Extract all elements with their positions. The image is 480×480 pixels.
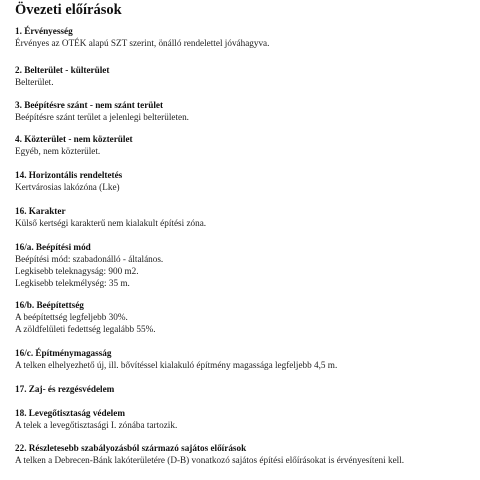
section-text: Kertvárosias lakózóna (Lke) (15, 182, 120, 192)
section-text: A beépítettség legfeljebb 30%. (15, 312, 128, 322)
section-text: A telek a levegőtisztasági I. zónába tartozik. (15, 420, 178, 430)
section-special-provisions (15, 442, 475, 466)
section-heading: 1. Érvényesség (15, 26, 73, 36)
section-text: Egyéb, nem közterület. (15, 146, 101, 156)
section-validity (15, 25, 475, 49)
section-air-quality (15, 407, 475, 431)
section-public-area (15, 133, 475, 157)
section-heading: 4. Közterület - nem közterület (15, 134, 133, 144)
section-text: Érvényes az OTÉK alapú SZT szerint, önálló rendelettel jóváhagyva. (15, 38, 270, 48)
section-heading: 14. Horizontális rendeltetés (15, 170, 123, 180)
section-heading: 16/c. Építménymagasság (15, 348, 112, 358)
section-text: A telken a Debrecen-Bánk lakóterületére (D-B) vonatkozó sajátos építési előírásokat is érvényesíteni kell. (15, 455, 405, 465)
section-text: Külső kertségi karakterű nem kialakult építési zóna. (15, 218, 207, 228)
section-building-height (15, 347, 475, 371)
section-text: Beépítési mód: szabadonálló - általános. (15, 254, 164, 264)
section-heading: 16/b. Beépítettség (15, 300, 84, 310)
section-text: Beépítésre szánt terület a jelenlegi belterületen. (15, 112, 189, 122)
section-built-ratio (15, 299, 475, 335)
section-heading: 16. Karakter (15, 206, 66, 216)
section-inner-outer-area (15, 64, 475, 88)
page-title: Övezeti előírások (15, 2, 122, 18)
section-heading: 17. Zaj- és rezgésvédelem (15, 384, 115, 394)
section-text: Legkisebb teleknagyság: 900 m2. (15, 266, 139, 277)
section-text: A zöldfelületi fedettség legalább 55%. (15, 324, 156, 335)
section-character (15, 205, 475, 229)
section-text: A telken elhelyezhető új, ill. bővítéssel kialakuló építmény magassága legfeljebb 4,5 m. (15, 360, 338, 370)
section-heading: 22. Részletesebb szabályozásból származó sajátos előírások (15, 443, 247, 453)
section-development-area (15, 99, 475, 123)
section-heading: 16/a. Beépítési mód (15, 242, 91, 252)
section-noise-protection (15, 383, 475, 395)
section-heading: 2. Belterület - külterület (15, 65, 110, 75)
section-horizontal-function (15, 169, 475, 193)
section-heading: 3. Beépítésre szánt - nem szánt terület (15, 100, 164, 110)
section-building-mode (15, 241, 475, 290)
section-text: Legkisebb telekmélység: 35 m. (15, 278, 130, 289)
section-text: Belterület. (15, 77, 54, 87)
section-heading: 18. Levegőtisztaság védelem (15, 408, 125, 418)
